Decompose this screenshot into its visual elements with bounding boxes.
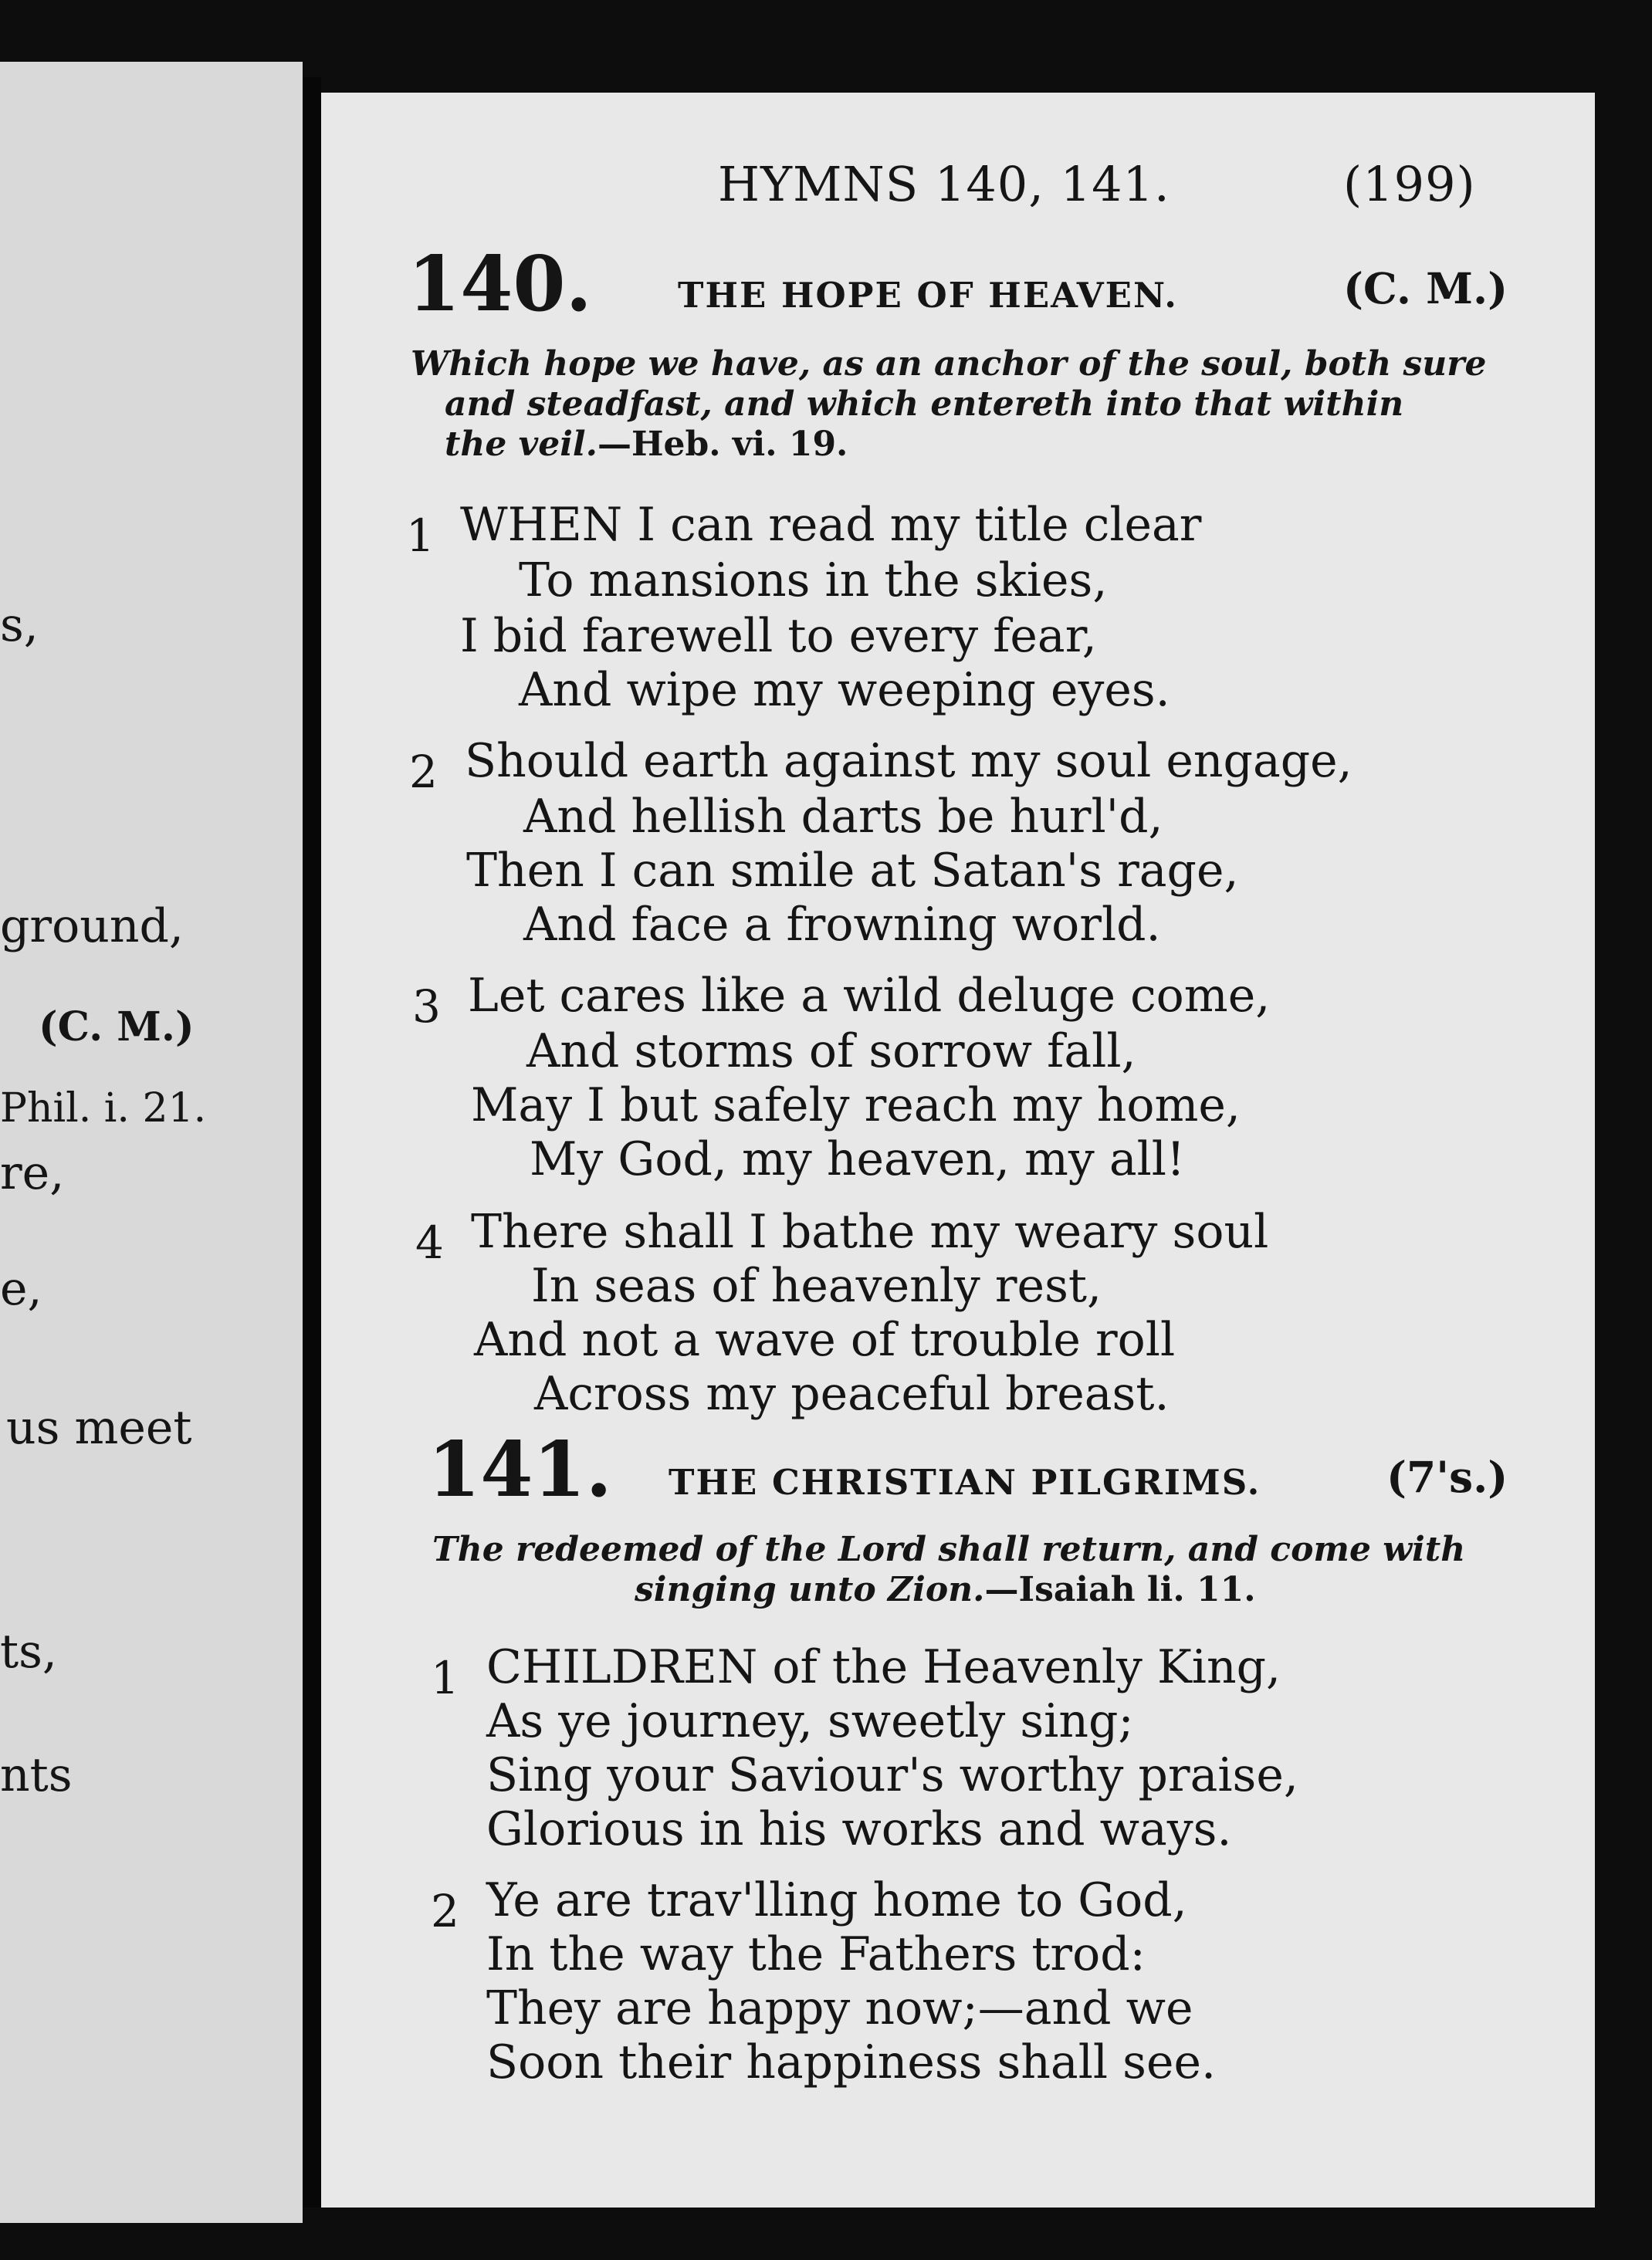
hymn-meter: (C. M.) bbox=[1343, 263, 1508, 313]
verse-number: 2 bbox=[409, 746, 438, 798]
hymn-number: 141. bbox=[428, 1426, 612, 1514]
book-binding-shadow bbox=[303, 77, 321, 2208]
verse-number: 2 bbox=[431, 1885, 459, 1937]
verse-line: Then I can smile at Satan's rage, bbox=[466, 844, 1239, 898]
left-page-edge bbox=[0, 62, 303, 2223]
verse-line: Sing your Saviour's worthy praise, bbox=[486, 1748, 1298, 1802]
verse-line: My God, my heaven, my all! bbox=[530, 1132, 1186, 1186]
verse-number: 1 bbox=[406, 509, 435, 562]
verse-line: Ye are trav'lling home to God, bbox=[486, 1873, 1187, 1927]
scripture-reference: —Isaiah li. 11. bbox=[984, 1570, 1256, 1609]
verse-line: In seas of heavenly rest, bbox=[531, 1259, 1102, 1313]
verse-number: 1 bbox=[431, 1652, 459, 1704]
left-fragment: ground, bbox=[0, 899, 184, 953]
verse-line: I bid farewell to every fear, bbox=[460, 609, 1097, 663]
verse-line: And storms of sorrow fall, bbox=[526, 1024, 1136, 1078]
left-fragment: s, bbox=[0, 598, 39, 652]
hymn-title: THE HOPE OF HEAVEN. bbox=[678, 275, 1178, 316]
left-fragment: e, bbox=[0, 1262, 42, 1316]
hymn-title: THE CHRISTIAN PILGRIMS. bbox=[669, 1462, 1261, 1503]
verse-line: Let cares like a wild deluge come, bbox=[468, 969, 1271, 1023]
verse-line: To mansions in the skies, bbox=[519, 553, 1108, 607]
verse-line: Soon their happiness shall see. bbox=[486, 2035, 1217, 2089]
right-page bbox=[321, 93, 1595, 2208]
epigraph-text: singing unto Zion. bbox=[635, 1570, 985, 1609]
verse-line: May I but safely reach my home, bbox=[471, 1078, 1241, 1132]
hymn-number: 140. bbox=[408, 240, 592, 329]
epigraph-line-with-reference bbox=[635, 1570, 1256, 1609]
verse-line: And hellish darts be hurl'd, bbox=[523, 790, 1163, 844]
verse-line: And face a frowning world. bbox=[523, 898, 1161, 952]
scripture-reference: —Heb. vi. 19. bbox=[597, 425, 848, 464]
epigraph-line-with-reference bbox=[445, 425, 848, 464]
verse-line: In the way the Fathers trod: bbox=[486, 1927, 1146, 1981]
verse-line: Across my peaceful breast. bbox=[534, 1367, 1170, 1421]
page-number: (199) bbox=[1343, 156, 1476, 212]
left-fragment-meter: (C. M.) bbox=[39, 1003, 195, 1050]
epigraph-text: the veil. bbox=[445, 425, 597, 464]
verse-line: And wipe my weeping eyes. bbox=[519, 663, 1170, 717]
verse-line: CHILDREN of the Heavenly King, bbox=[486, 1640, 1281, 1694]
left-fragment: ts, bbox=[0, 1625, 57, 1679]
verse-line: Glorious in his works and ways. bbox=[486, 1802, 1232, 1856]
epigraph-line: and steadfast, and which entereth into that within bbox=[445, 384, 1404, 424]
epigraph-line: Which hope we have, as an anchor of the soul, both sure bbox=[411, 344, 1487, 384]
verse-line: WHEN I can read my title clear bbox=[460, 498, 1202, 552]
left-fragment: re, bbox=[0, 1146, 65, 1200]
verse-number: 3 bbox=[412, 980, 441, 1033]
verse-number: 4 bbox=[415, 1216, 444, 1269]
verse-line: They are happy now;—and we bbox=[486, 1981, 1193, 2035]
running-head: HYMNS 140, 141. bbox=[718, 156, 1170, 212]
left-fragment: Phil. i. 21. bbox=[0, 1085, 207, 1132]
hymn-meter: (7's.) bbox=[1386, 1452, 1508, 1502]
left-fragment: nts bbox=[0, 1748, 73, 1802]
verse-line: As ye journey, sweetly sing; bbox=[486, 1694, 1134, 1748]
verse-line: And not a wave of trouble roll bbox=[474, 1313, 1176, 1367]
left-fragment: us meet bbox=[6, 1401, 192, 1455]
epigraph-line: The redeemed of the Lord shall return, and come with bbox=[432, 1530, 1466, 1569]
verse-line: There shall I bathe my weary soul bbox=[471, 1205, 1269, 1259]
verse-line: Should earth against my soul engage, bbox=[465, 734, 1352, 788]
